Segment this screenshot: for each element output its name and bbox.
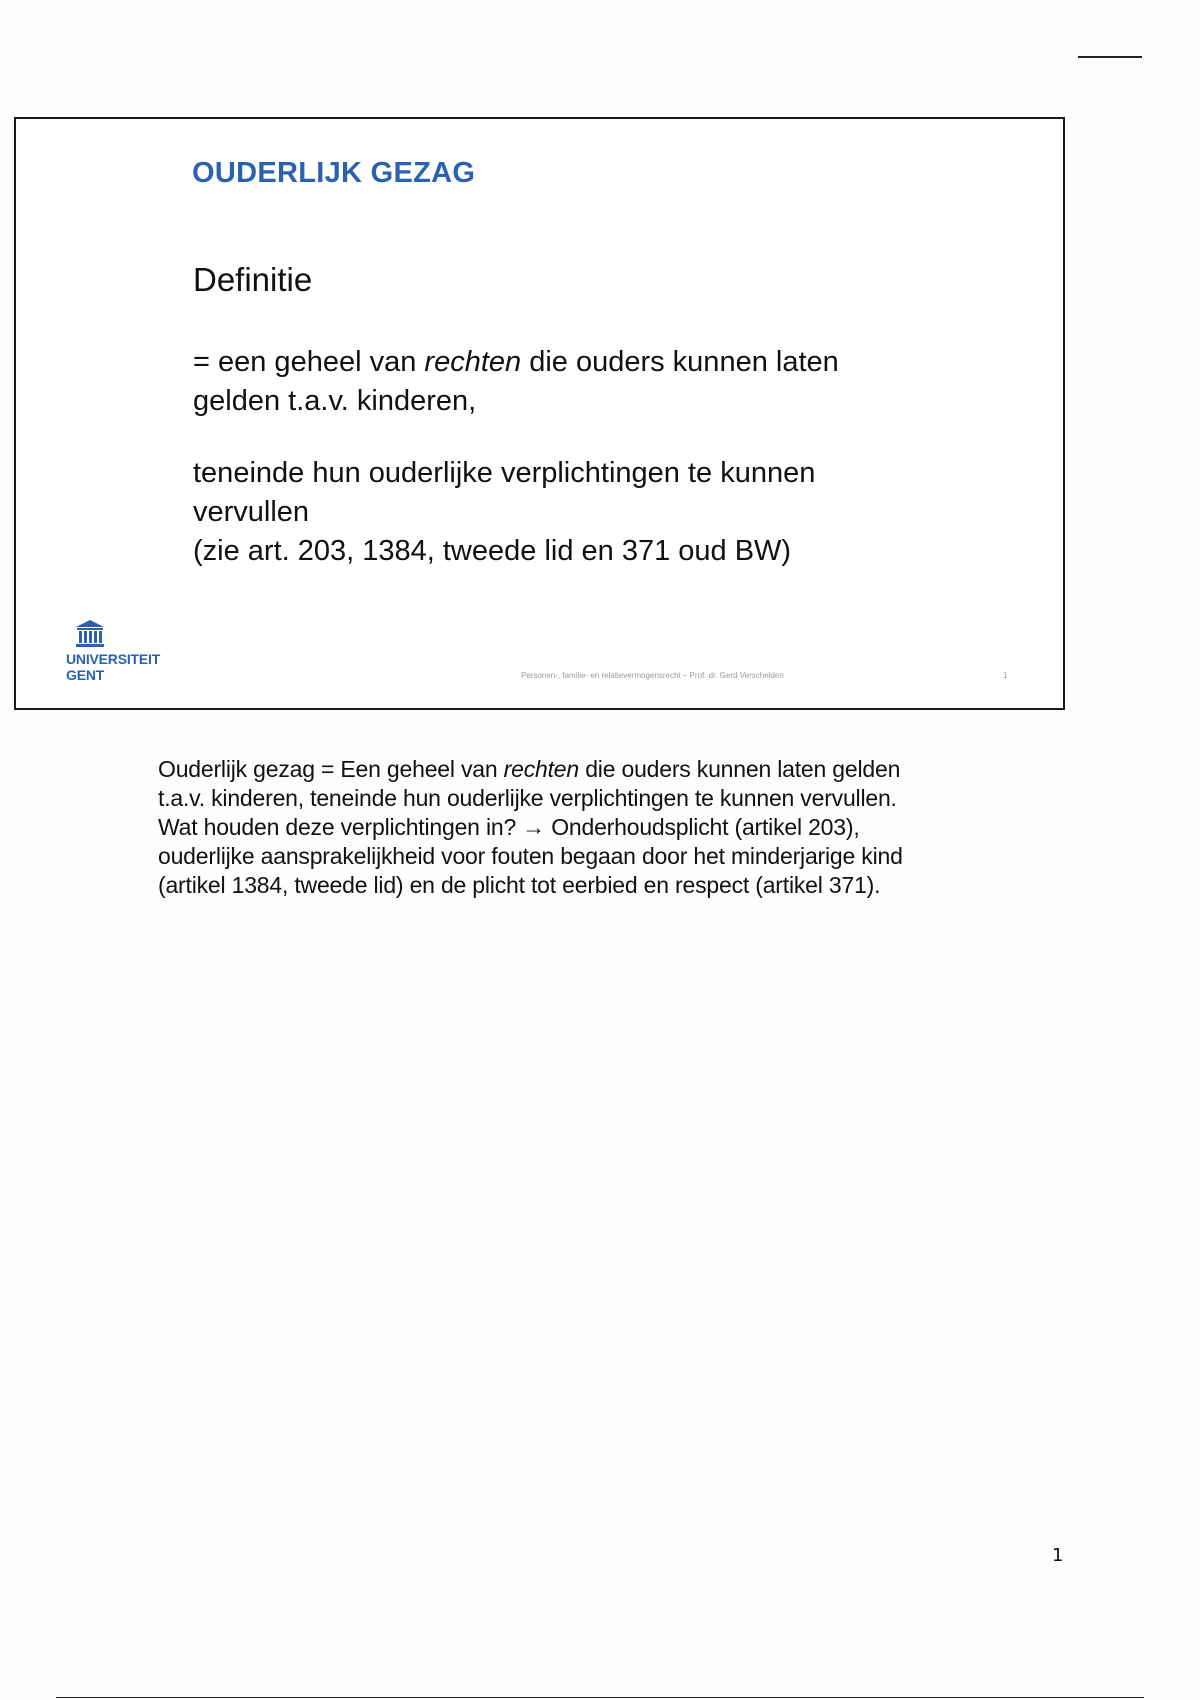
notes-text-start: Ouderlijk gezag = Een geheel van: [158, 756, 504, 782]
definition-text-end: die ouders kunnen laten gelden t.a.v. kinderen,: [193, 346, 839, 417]
speaker-notes: [158, 755, 938, 900]
footer-rule: [56, 1697, 1144, 1698]
slide-body: [193, 343, 913, 571]
logo-line-1: UNIVERSITEIT: [66, 651, 161, 667]
slide-number: 1: [1003, 671, 1008, 680]
notes-emphasis: rechten: [503, 756, 579, 782]
logo-line-2: GENT: [66, 667, 105, 683]
definition-text-start: = een geheel van: [193, 346, 425, 378]
logo-text: [66, 651, 166, 683]
page-number: 1: [1052, 1545, 1064, 1566]
header-rule: [1078, 56, 1142, 58]
slide-definition-paragraph: [193, 343, 913, 421]
purpose-text: teneinde hun ouderlijke verplichtingen te kunnen vervullen: [193, 457, 816, 528]
definition-emphasis: rechten: [424, 346, 522, 378]
slide-purpose-paragraph: [193, 454, 913, 571]
slide-thumbnail: [14, 117, 1065, 710]
notes-text-end: die ouders kunnen laten gelden t.a.v. kinderen, teneinde hun ouderlijke verplichtingen te kunnen vervullen. Wat houden deze verplichtingen in? → Onderhoudsplicht (artikel 203), ouderlijke aansprakelijkheid voor fouten begaan door het minderjarige kind (artikel 1384, tweede lid) en de plicht tot eerbied en respect (artikel 371).: [158, 756, 903, 898]
article-reference: (zie art. 203, 1384, tweede lid en 371 oud BW): [193, 535, 792, 567]
university-logo: [66, 619, 166, 683]
slide-footer: Personen-, familie- en relatievermogensrecht – Prof. dr. Gerd Verschelden: [521, 671, 784, 680]
slide-heading: Definitie: [193, 261, 313, 298]
university-building-icon: [74, 619, 106, 649]
slide-title: OUDERLIJK GEZAG: [192, 157, 476, 189]
